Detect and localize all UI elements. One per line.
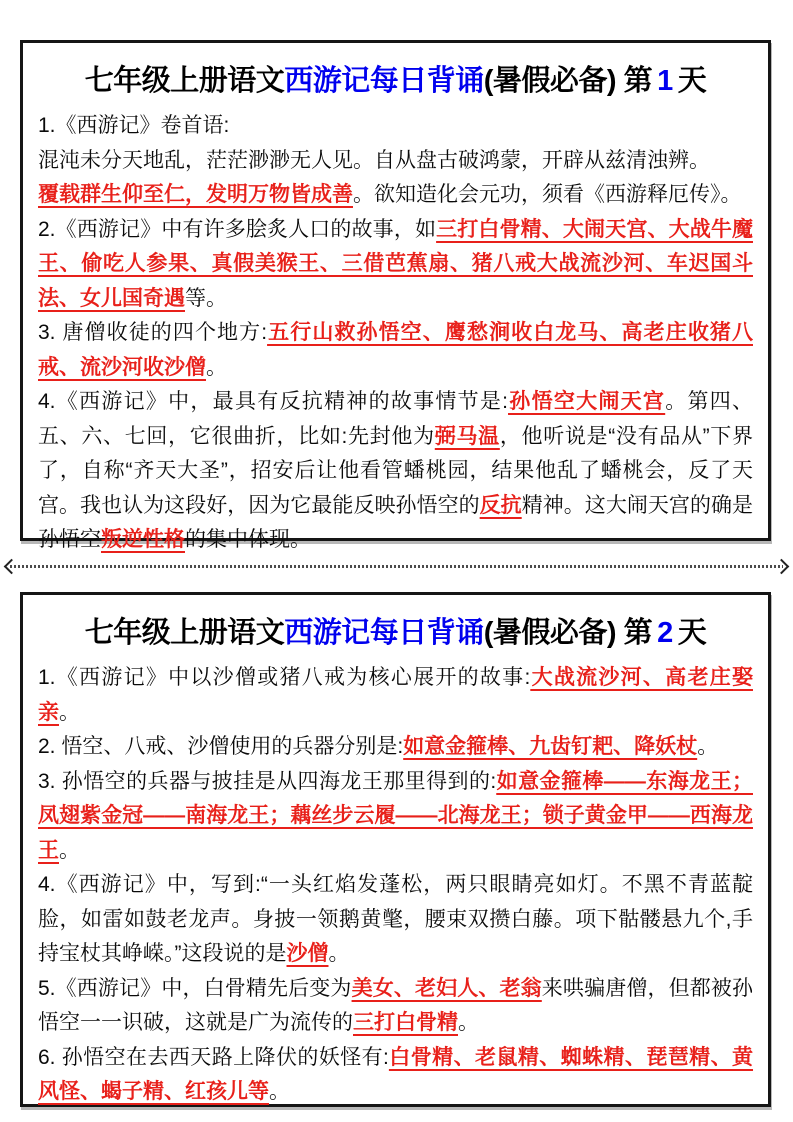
text-segment: 。 — [269, 1080, 290, 1103]
title-middle: (暑假必备) 第 — [483, 65, 653, 97]
text-segment: 。 — [59, 838, 80, 862]
paragraph — [38, 213, 753, 317]
highlighted-answer-text: 如意金箍棒、九齿钉耙、降妖杖 — [403, 735, 698, 758]
dotted-line — [10, 565, 783, 568]
text-segment: 5.《西游记》中，白骨精先后变为 — [38, 976, 352, 1000]
highlighted-answer-text: 孙悟空大闹天宫 — [508, 390, 666, 413]
text-segment: ，他听说是“没有品从”下界了，自称“齐天大圣”，招安后让他看管蟠桃园，结果他乱了蟠桃会，反了天宫。我也认为这段好，因为它最能反映孙悟空的 — [38, 424, 753, 517]
highlighted-answer-text: 覆载群生仰至仁，发明万物皆成善 — [38, 183, 353, 206]
paragraph — [38, 385, 753, 558]
paragraph — [38, 730, 753, 765]
paragraph — [38, 144, 753, 179]
highlighted-answer-text: 美女、老妇人、老翁 — [351, 976, 542, 1000]
text-segment: 。欲知造化会元功，须看《西游释厄传》。 — [353, 183, 742, 206]
text-segment: 3. 孙悟空的兵器与披挂是从四海龙王那里得到的: — [38, 769, 497, 793]
page-divider — [6, 557, 787, 575]
text-segment: 。 — [328, 942, 350, 965]
text-segment: 4.《西游记》中，写到:“一头红焰发蓬松，两只眼睛亮如灯。不黑不青蓝靛脸，如雷如鼓老龙声。身披一领鹅黄氅，腰束双攒白藤。项下骷髅悬九个,手持宝杖其峥嵘。”这段说的是 — [38, 873, 753, 965]
paragraph — [38, 178, 753, 213]
paragraph — [38, 972, 753, 1041]
day-1-card-body — [38, 109, 753, 558]
text-segment: 的集中体现。 — [185, 528, 311, 551]
day-2-card-body — [38, 661, 753, 1110]
text-segment: 混沌未分天地乱，茫茫渺渺无人见。自从盘古破鸿蒙，开辟从兹清浊辨。 — [38, 148, 710, 172]
text-segment: 2. 悟空、八戒、沙僧使用的兵器分别是: — [38, 735, 404, 758]
highlighted-answer-text: 五行山救孙悟空、鹰愁涧收白龙马、高老庄收猪八戒、流沙河收沙僧 — [38, 321, 753, 379]
highlighted-answer-text: 沙僧 — [286, 942, 329, 965]
text-segment: 来哄骗唐僧，但都被孙悟空一一识破，这就是广为流传的 — [38, 976, 754, 1034]
paragraph — [38, 868, 753, 972]
day-number: 1 — [657, 65, 673, 97]
highlighted-answer-text: 如意金箍棒——东海龙王；凤翅紫金冠——南海龙王；藕丝步云履——北海龙王；锁子黄金甲——西海龙王 — [38, 769, 753, 862]
text-segment: 。 — [458, 1011, 479, 1034]
highlighted-answer-text: 白骨精、老鼠精、蜘蛛精、琵琶精、黄风怪、蝎子精、红孩儿等 — [38, 1045, 754, 1103]
highlighted-answer-text: 反抗 — [479, 493, 522, 517]
paragraph — [38, 316, 753, 385]
text-segment: 6. 孙悟空在去西天路上降伏的妖怪有: — [38, 1045, 389, 1069]
title-middle: (暑假必备) 第 — [483, 617, 653, 649]
highlighted-answer-text: 三打白骨精 — [353, 1011, 458, 1034]
text-segment: 。 — [59, 700, 80, 724]
title-suffix: 天 — [677, 65, 707, 97]
text-segment: 1.《西游记》中以沙僧或猪八戒为核心展开的故事: — [38, 666, 531, 689]
title-highlight: 西游记每日背诵 — [284, 65, 484, 97]
text-segment: 2.《西游记》中有许多脍炙人口的故事，如 — [38, 217, 437, 241]
text-segment: 。第四、五、六、七回，它很曲折，比如:先封他为 — [38, 390, 754, 448]
title-prefix: 七年级上册语文 — [84, 617, 285, 649]
left-arrow-icon — [4, 558, 20, 574]
text-segment: 4.《西游记》中，最具有反抗精神的故事情节是: — [38, 390, 509, 413]
highlighted-answer-text: 弼马温 — [434, 424, 500, 448]
title-highlight: 西游记每日背诵 — [284, 617, 484, 649]
day-2-card — [20, 592, 771, 1107]
highlighted-answer-text: 大战流沙河、高老庄娶亲 — [38, 666, 753, 724]
title-suffix: 天 — [677, 617, 707, 649]
day-2-card-title — [38, 610, 753, 651]
text-segment: 3. 唐僧收徒的四个地方: — [38, 321, 268, 344]
right-arrow-icon — [774, 558, 790, 574]
highlighted-answer-text: 三打白骨精、大闹天宫、大战牛魔王、偷吃人参果、真假美猴王、三借芭蕉扇、猪八戒大战流沙河、车迟国斗法、女儿国奇遇 — [38, 217, 753, 310]
day-1-card-title — [38, 58, 753, 99]
text-segment: 。 — [206, 355, 227, 379]
day-number: 2 — [657, 617, 673, 649]
text-segment: 1.《西游记》卷首语: — [38, 114, 230, 137]
paragraph — [38, 661, 753, 730]
paragraph — [38, 1041, 753, 1110]
text-segment: 等。 — [185, 286, 227, 310]
highlighted-answer-text: 叛逆性格 — [101, 528, 185, 551]
paragraph — [38, 109, 753, 144]
day-1-card — [20, 40, 771, 551]
text-segment: 。 — [697, 735, 719, 758]
paragraph — [38, 765, 753, 869]
title-prefix: 七年级上册语文 — [84, 65, 285, 97]
text-segment: 精神。这大闹天宫的确是孙悟空 — [38, 493, 754, 551]
